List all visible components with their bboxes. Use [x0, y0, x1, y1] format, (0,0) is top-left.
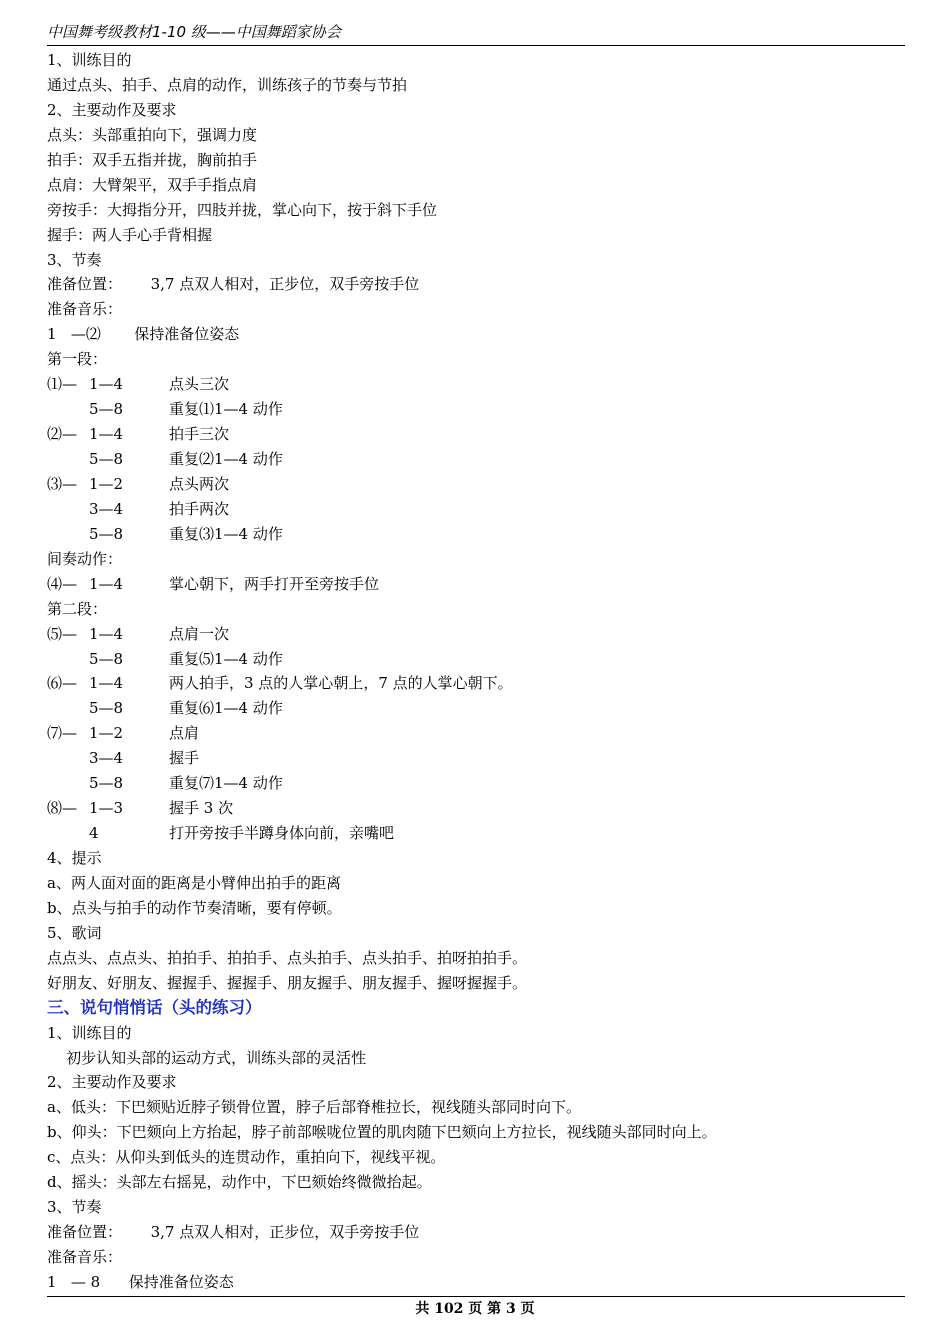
- text-line: 2、主要动作及要求: [47, 100, 177, 119]
- text-line: [47, 696, 907, 721]
- step-description: 握手 3 次: [169, 799, 234, 818]
- beat-count: 4: [89, 824, 99, 843]
- text-line: 握手：两人手心手背相握: [47, 225, 213, 244]
- beat-count: 5—8: [89, 524, 124, 543]
- text-line: a、低头：下巴颏贴近脖子锁骨位置，脖子后部脊椎拉长，视线随头部同时向下。: [47, 1098, 581, 1117]
- text-line: 拍手：双手五指并拢，胸前拍手: [47, 150, 258, 169]
- step-description: 点头两次: [169, 474, 230, 493]
- step-description: 点头三次: [169, 375, 230, 394]
- text-line: 5、歌词: [47, 923, 102, 942]
- text-line: 通过点头、拍手、点肩的动作，训练孩子的节奏与节拍: [47, 75, 408, 94]
- text-line: b、仰头：下巴颏向上方抬起，脖子前部喉咙位置的肌肉随下巴颏向上方拉长，视线随头部同时向上。: [47, 1123, 717, 1142]
- text-line: 第一段：: [47, 350, 108, 369]
- page-header: [47, 21, 905, 46]
- step-description: 重复⑶1—4 动作: [169, 524, 283, 543]
- beat-count: 1—4: [89, 574, 124, 593]
- step-description: 点肩一次: [169, 624, 230, 643]
- step-marker: ⑺—: [47, 724, 78, 743]
- text-line: b、点头与拍手的动作节奏清晰，要有停顿。: [47, 898, 342, 917]
- text-line: [47, 572, 907, 597]
- text-line: 第二段：: [47, 599, 108, 618]
- text-line: 旁按手：大拇指分开，四肢并拢，掌心向下，按于斜下手位: [47, 200, 438, 219]
- text-line: 1 —⑵ 保持准备位姿态: [47, 325, 240, 344]
- text-line: [47, 497, 907, 522]
- text-line: 好朋友、好朋友、握握手、握握手、朋友握手、朋友握手、握呀握握手。: [47, 973, 528, 992]
- text-line: [47, 721, 907, 746]
- text-line: 准备位置： 3,7 点双人相对，正步位，双手旁按手位: [47, 275, 420, 294]
- step-description: 握手: [169, 749, 200, 768]
- beat-count: 1—3: [89, 799, 124, 818]
- footer-divider: [47, 1296, 905, 1297]
- text-line: 点肩：大臂架平，双手手指点肩: [47, 175, 258, 194]
- text-line: 4、提示: [47, 849, 102, 867]
- step-marker: ⑴—: [47, 375, 78, 394]
- beat-count: 5—8: [89, 649, 124, 668]
- text-line: 间奏动作：: [47, 549, 123, 568]
- step-marker: ⑸—: [47, 624, 78, 643]
- step-description: 拍手三次: [169, 425, 230, 444]
- beat-count: 1—4: [89, 425, 124, 444]
- beat-count: 3—4: [89, 749, 124, 768]
- text-line: [47, 422, 907, 447]
- section-heading: 三、说句悄悄话（头的练习）: [47, 997, 262, 1017]
- text-line: [47, 671, 907, 696]
- beat-count: 5—8: [89, 699, 124, 718]
- step-description: 两人拍手，3 点的人掌心朝上，7 点的人掌心朝下。: [169, 674, 513, 693]
- text-line: 初步认知头部的运动方式，训练头部的灵活性: [47, 1048, 367, 1067]
- text-line: [47, 397, 907, 422]
- text-line: d、摇头：头部左右摇晃，动作中，下巴颏始终微微抬起。: [47, 1173, 432, 1192]
- beat-count: 5—8: [89, 774, 124, 793]
- text-line: [47, 522, 907, 547]
- step-marker: ⑶—: [47, 474, 78, 493]
- text-line: [47, 647, 907, 672]
- beat-count: 1—4: [89, 624, 124, 643]
- text-line: [47, 472, 907, 497]
- text-line: c、点头：从仰头到低头的连贯动作，重拍向下，视线平视。: [47, 1148, 446, 1167]
- step-description: 点肩: [169, 724, 200, 743]
- text-line: 准备位置： 3,7 点双人相对，正步位，双手旁按手位: [47, 1223, 420, 1242]
- text-line: 1、训练目的: [47, 1023, 132, 1042]
- step-description: 打开旁按手半蹲身体向前，亲嘴吧: [169, 824, 395, 843]
- text-line: 1、训练目的: [47, 51, 132, 69]
- beat-count: 3—4: [89, 499, 124, 518]
- step-description: 重复⑵1—4 动作: [169, 450, 283, 468]
- text-line: 点头：头部重拍向下，强调力度: [47, 125, 258, 144]
- page-number: 共 102 页 第 3 页: [415, 1301, 535, 1317]
- beat-count: 1—2: [89, 474, 124, 493]
- text-line: [47, 796, 907, 821]
- text-line: 点点头、点点头、拍拍手、拍拍手、点头拍手、点头拍手、拍呀拍拍手。: [47, 948, 528, 967]
- step-marker: ⑹—: [47, 674, 78, 693]
- text-line: 3、节奏: [47, 250, 102, 269]
- step-marker: ⑵—: [47, 425, 78, 444]
- beat-count: 1—4: [89, 674, 124, 693]
- text-line: [47, 447, 907, 472]
- text-line: [47, 622, 907, 647]
- beat-count: 1—4: [89, 375, 124, 394]
- beat-count: 1—2: [89, 724, 124, 743]
- text-line: 准备音乐：: [47, 300, 123, 319]
- text-line: [47, 746, 907, 771]
- text-line: 1 — 8 保持准备位姿态: [47, 1272, 234, 1291]
- step-marker: ⑷—: [47, 574, 78, 593]
- beat-count: 5—8: [89, 400, 124, 419]
- document-body: [47, 48, 907, 1295]
- text-line: [47, 821, 907, 846]
- text-line: 2、主要动作及要求: [47, 1073, 177, 1092]
- beat-count: 5—8: [89, 450, 124, 468]
- text-line: [47, 372, 907, 397]
- text-line: [47, 771, 907, 796]
- step-description: 重复⑹1—4 动作: [169, 699, 283, 718]
- header-title: 中国舞考级教材1-10 级——中国舞蹈家协会: [47, 23, 341, 41]
- text-line: 3、节奏: [47, 1198, 102, 1217]
- step-description: 重复⑸1—4 动作: [169, 649, 283, 668]
- text-line: a、两人面对面的距离是小臂伸出拍手的距离: [47, 873, 341, 892]
- step-marker: ⑻—: [47, 799, 78, 818]
- step-description: 掌心朝下，两手打开至旁按手位: [169, 574, 380, 593]
- step-description: 重复⑴1—4 动作: [169, 400, 283, 419]
- step-description: 拍手两次: [169, 499, 230, 518]
- step-description: 重复⑺1—4 动作: [169, 774, 283, 793]
- text-line: 准备音乐：: [47, 1248, 123, 1266]
